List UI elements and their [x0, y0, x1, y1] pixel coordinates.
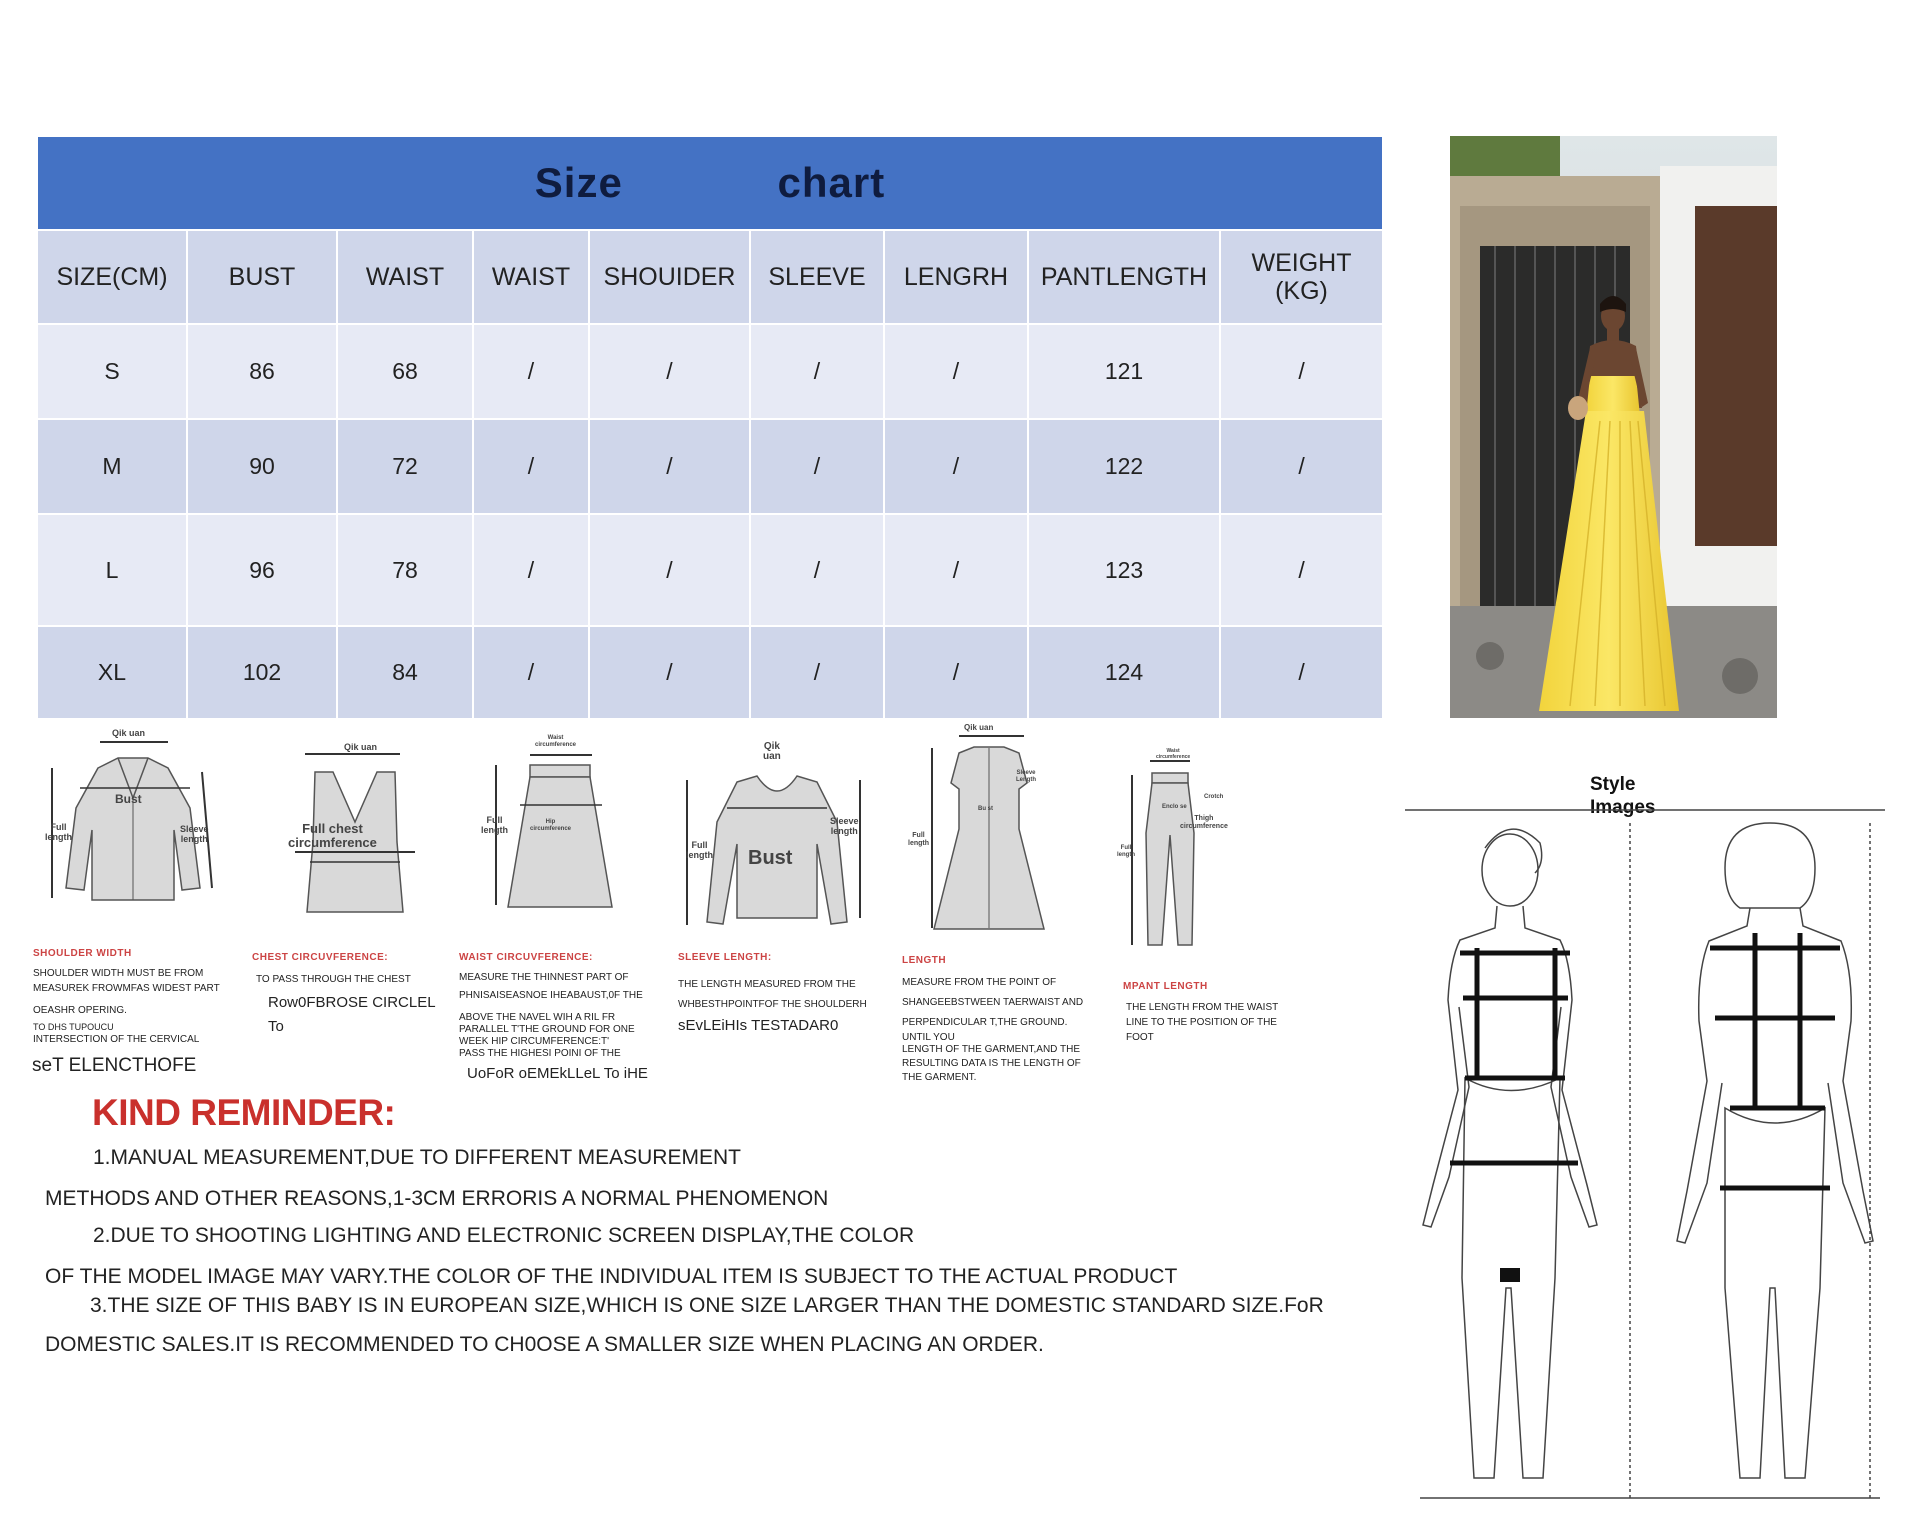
table-row — [37, 419, 1383, 514]
note-line: LENGTH OF THE GARMENT,AND THE — [902, 1044, 1080, 1055]
jacket-diagram — [40, 728, 225, 928]
reminder-line: 2.DUE TO SHOOTING LIGHTING AND ELECTRONIC SCREEN DISPLAY,THE COLOR — [93, 1224, 915, 1247]
pants-label-full-length: Full length — [1117, 845, 1135, 858]
note-line: MEASUREK FROWMFAS WIDEST PART — [33, 983, 220, 994]
note-line: TO DHS TUPOUCU — [33, 1022, 114, 1032]
cell: / — [884, 514, 1028, 626]
cell: / — [750, 419, 884, 514]
note-chest-title: CHEST CIRCUVFERENCE: — [252, 952, 389, 963]
cell: 72 — [337, 419, 473, 514]
vest-diagram — [280, 742, 430, 927]
jacket-label-full-length: Full length — [45, 822, 72, 842]
pants-label-thigh: Thigh circumference — [1180, 815, 1228, 830]
note-sleeve-title: SLEEVE LENGTH: — [678, 952, 772, 963]
vest-label-chest: Full chest circumference — [288, 821, 377, 850]
reminder-line: 3.THE SIZE OF THIS BABY IS IN EUROPEAN SIZE,WHICH IS ONE SIZE LARGER THAN THE DOMESTIC STANDARD SIZE.FoR — [90, 1294, 1324, 1317]
note-pant-title: MPANT LENGTH — [1123, 981, 1208, 992]
note-length-body — [902, 973, 1083, 1085]
note-line: FOOT — [1126, 1032, 1154, 1043]
dress-diagram — [908, 723, 1064, 938]
jacket-label-bust: Bust — [115, 792, 142, 806]
cell: 121 — [1028, 324, 1220, 419]
dress-icon — [914, 728, 1064, 938]
pants-label-crotch: Crotch — [1204, 794, 1224, 800]
body-measurement-figure-icon — [1405, 808, 1885, 1523]
note-line: TO PASS THROUGH THE CHEST — [256, 974, 411, 985]
cell: S — [37, 324, 187, 419]
note-line: PARALLEL T'THE GROUND FOR ONE — [459, 1024, 635, 1035]
header-weight: WEIGHT (KG) — [1220, 230, 1383, 324]
vest-label-top: Qik uan — [344, 742, 378, 752]
skirt-diagram — [480, 735, 620, 915]
pants-diagram — [1117, 745, 1230, 955]
pants-label-waist: Waist circumference — [1156, 748, 1191, 760]
cell: / — [473, 514, 589, 626]
cell: / — [1220, 626, 1383, 719]
sweater-icon — [682, 740, 872, 935]
skirt-label-waist: Waist circumference — [535, 735, 577, 748]
table-header-row — [37, 230, 1383, 324]
dress-label-sleeve-length: Sleeve Length — [1016, 770, 1036, 783]
cell: 124 — [1028, 626, 1220, 719]
skirt-label-full-length: Full length — [481, 815, 508, 835]
cell: / — [1220, 514, 1383, 626]
cell: 90 — [187, 419, 337, 514]
kind-reminder-title: KIND REMINDER: — [92, 1092, 396, 1133]
cell: 86 — [187, 324, 337, 419]
note-line: WEEK HIP CIRCUMFERENCE:T' — [459, 1036, 610, 1047]
pants-icon — [1120, 745, 1230, 955]
note-line: LINE TO THE POSITION OF THE — [1126, 1017, 1277, 1028]
note-sleeve-body — [678, 975, 867, 1015]
cell: / — [473, 626, 589, 719]
note-line: THE GARMENT. — [902, 1072, 977, 1083]
note-line: PERPENDICULAR T,THE GROUND. — [902, 1017, 1068, 1028]
size-chart-table — [36, 135, 1384, 720]
note-line: OEASHR OPERING. — [33, 1005, 127, 1016]
cell: / — [884, 419, 1028, 514]
header-shoulder: SHOUIDER — [589, 230, 750, 324]
note-waist-title: WAIST CIRCUVFERENCE: — [459, 952, 593, 963]
note-waist-body — [459, 972, 659, 1060]
note-length-title: LENGTH — [902, 955, 947, 966]
reminder-line: 1.MANUAL MEASUREMENT,DUE TO DIFFERENT MEASUREMENT — [93, 1146, 741, 1169]
note-line: MEASURE THE THINNEST PART OF — [459, 972, 629, 983]
cell: / — [1220, 324, 1383, 419]
cell: 122 — [1028, 419, 1220, 514]
note-chest-extra-2: To — [268, 1018, 284, 1035]
sweater-diagram — [682, 740, 872, 935]
table-row — [37, 514, 1383, 626]
note-line: WHBESTHPOINTFOF THE SHOULDERH — [678, 999, 867, 1010]
note-line: PHNISAISEASNOE IHEABAUST,0F THE — [459, 990, 643, 1001]
cell: / — [589, 324, 750, 419]
dress-label-full-length: Full length — [908, 832, 929, 847]
note-shoulder-title: SHOULDER WIDTH — [33, 948, 132, 959]
cell: M — [37, 419, 187, 514]
cell: / — [473, 324, 589, 419]
note-chest-body — [256, 970, 411, 989]
skirt-label-hip: Hip circumference — [530, 819, 572, 832]
reminder-line: METHODS AND OTHER REASONS,1-3CM ERRORIS A NORMAL PHENOMENON — [45, 1187, 829, 1210]
note-line: MEASURE FROM THE POINT OF — [902, 977, 1057, 988]
note-line: PASS THE HIGHESI POINI OF THE — [459, 1048, 621, 1059]
header-length: LENGRH — [884, 230, 1028, 324]
sweater-label-full-length: Full length — [686, 840, 713, 860]
cell: / — [589, 419, 750, 514]
cell: / — [589, 626, 750, 719]
note-line: RESULTING DATA IS THE LENGTH OF — [902, 1058, 1081, 1069]
cell: 96 — [187, 514, 337, 626]
body-measurement-sketch — [1405, 808, 1885, 1523]
model-in-yellow-dress-image — [1450, 136, 1777, 718]
header-bust: BUST — [187, 230, 337, 324]
cell: L — [37, 514, 187, 626]
note-line: SHANGEEBSTWEEN TAERWAIST AND — [902, 997, 1084, 1008]
note-line: THE LENGTH MEASURED FROM THE — [678, 979, 856, 990]
size-chart-title: Size chart — [37, 136, 1383, 230]
table-row — [37, 626, 1383, 719]
note-shoulder-extra: seT ELENCTHOFE — [32, 1055, 197, 1076]
jacket-label-sleeve-length: Sleeve length — [180, 824, 209, 844]
jacket-label-top: Qik uan — [112, 728, 146, 738]
header-waist-2: WAIST — [473, 230, 589, 324]
header-size: SIZE(CM) — [37, 230, 187, 324]
cell: 102 — [187, 626, 337, 719]
cell: / — [1220, 419, 1383, 514]
cell: 68 — [337, 324, 473, 419]
note-waist-extra: UoFoR oEMEkLLeL To iHE — [467, 1065, 648, 1082]
sweater-label-bust: Bust — [748, 847, 793, 869]
dress-label-top: Qik uan — [964, 723, 994, 732]
reminder-line: DOMESTIC SALES.IT IS RECOMMENDED TO CH0OSE A SMALLER SIZE WHEN PLACING AN ORDER. — [45, 1333, 1044, 1356]
note-shoulder-body — [33, 964, 233, 1046]
cell: 78 — [337, 514, 473, 626]
header-waist: WAIST — [337, 230, 473, 324]
header-sleeve: SLEEVE — [750, 230, 884, 324]
dress-label-bust: Bu st — [978, 806, 993, 812]
cell: / — [473, 419, 589, 514]
cell: / — [884, 324, 1028, 419]
header-pantlength: PANTLENGTH — [1028, 230, 1220, 324]
cell: / — [750, 514, 884, 626]
cell: / — [884, 626, 1028, 719]
note-line: INTERSECTION OF THE CERVICAL — [33, 1034, 200, 1045]
cell: / — [750, 324, 884, 419]
style-images-label: Style Images — [1590, 774, 1656, 818]
note-line: THE LENGTH FROM THE WAIST — [1126, 1002, 1279, 1013]
cell: 84 — [337, 626, 473, 719]
note-line: UNTIL YOU — [902, 1032, 955, 1043]
sweater-label-top: Qik uan — [763, 741, 781, 762]
reminder-line: OF THE MODEL IMAGE MAY VARY.THE COLOR OF THE INDIVIDUAL ITEM IS SUBJECT TO THE ACTUAL PRODUCT — [45, 1265, 1178, 1288]
sweater-label-sleeve-length: Sleeve length — [830, 816, 859, 836]
product-photo — [1450, 136, 1777, 718]
cell: XL — [37, 626, 187, 719]
note-pant-body — [1126, 1000, 1278, 1045]
cell: / — [589, 514, 750, 626]
note-line: ABOVE THE NAVEL WIH A RIL FR — [459, 1012, 616, 1023]
cell: 123 — [1028, 514, 1220, 626]
note-line: SHOULDER WIDTH MUST BE FROM — [33, 968, 204, 979]
cell: / — [750, 626, 884, 719]
table-row — [37, 324, 1383, 419]
pants-label-enclose: Enclo se — [1162, 804, 1187, 810]
note-chest-extra: Row0FBROSE CIRCLEL — [268, 994, 436, 1011]
note-sleeve-extra: sEvLEiHIs TESTADAR0 — [678, 1017, 839, 1034]
